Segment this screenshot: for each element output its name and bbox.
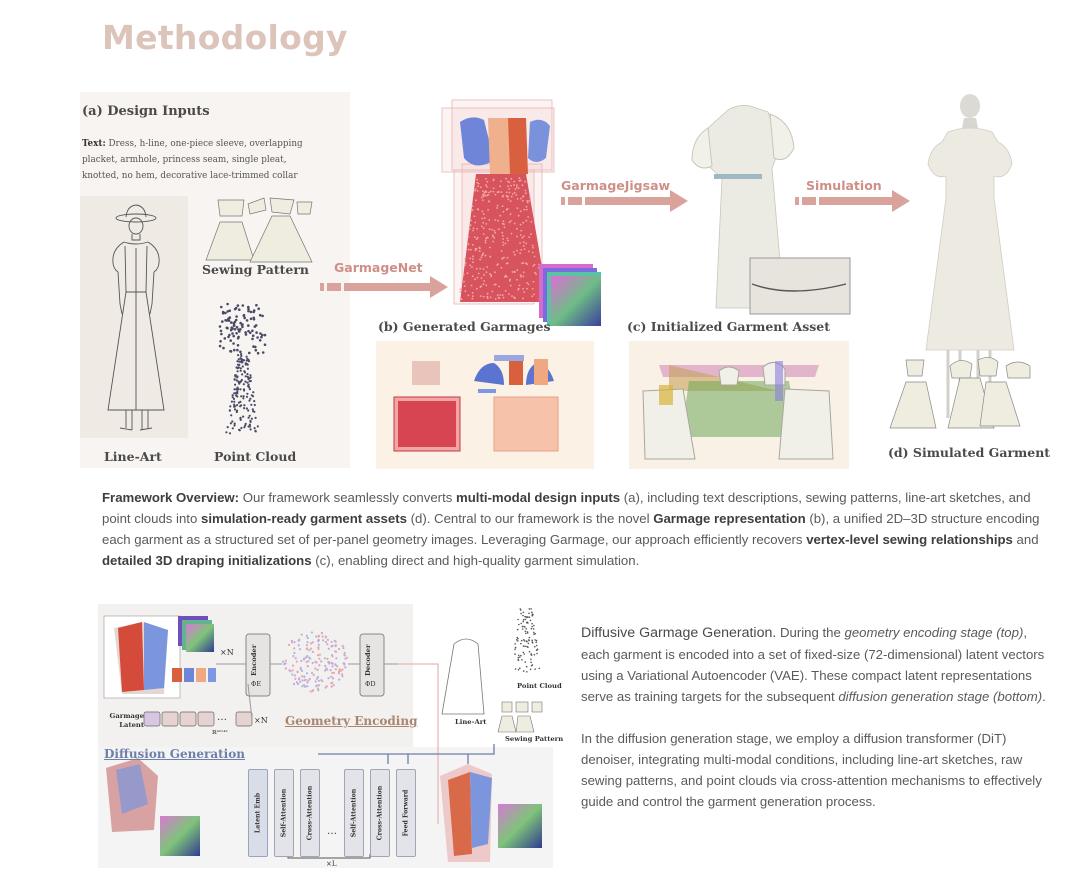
lineart-label: Line-Art xyxy=(104,449,162,464)
cross-attention-label-1: Cross-Attention xyxy=(306,785,314,841)
times-n-latent-label: ×N xyxy=(254,716,268,725)
design-inputs-title: (a) Design Inputs xyxy=(82,104,210,119)
overview-text-5: and xyxy=(1012,532,1039,547)
decoder-label: Decoder xyxy=(364,644,372,676)
overview-text-6: (c), enabling direct and high-quality garment simulation. xyxy=(311,553,640,568)
side-italic-2: diffusion generation stage (bottom) xyxy=(838,689,1043,704)
sewing-pattern-label: Sewing Pattern xyxy=(202,262,310,277)
initialized-asset-label: (c) Initialized Garment Asset xyxy=(627,319,830,334)
diffusion-pipeline-figure xyxy=(98,604,564,868)
cross-attention-label-2: Cross-Attention xyxy=(376,785,384,841)
phi-d-label: ΦD xyxy=(365,680,376,688)
generated-garmages-label: (b) Generated Garmages xyxy=(378,319,551,334)
overview-text-3: (d). Central to our framework is the novel xyxy=(406,511,654,526)
latent-ellipsis: … xyxy=(217,712,227,723)
cross-attention-block-1 xyxy=(300,769,320,857)
garmagenet-label: GarmageNet xyxy=(334,260,423,275)
point-cloud-condition-label: Point Cloud xyxy=(517,682,562,690)
side-text-1: During the xyxy=(776,625,845,640)
phi-e-label: ΦE xyxy=(251,680,262,688)
overview-bold-2: simulation-ready garment assets xyxy=(200,511,407,526)
framework-overview-figure xyxy=(80,88,1050,473)
point-cloud-label: Point Cloud xyxy=(214,449,297,464)
encoder-label: Encoder xyxy=(250,644,258,676)
cross-attention-block-2 xyxy=(370,769,390,857)
latent-emb-label: Latent Emb xyxy=(254,792,262,834)
overview-bold-4: vertex-level sewing relationships xyxy=(806,532,1013,547)
overview-text-2: (a), including text descriptions, sewing patterns, line-art sketches, and point clouds into xyxy=(102,490,1031,526)
overview-text-4: (b), a unified 2D–3D structure encoding each garment as a structured set of per-panel geometry images. Leveraging Garmage, our approach efficiently recovers xyxy=(102,511,1040,547)
blocks-ellipsis: … xyxy=(327,826,337,837)
feed-forward-block xyxy=(396,769,416,857)
latent-emb-block xyxy=(248,769,268,857)
diffusion-generation-label: Diffusion Generation xyxy=(104,747,245,761)
simulation-label: Simulation xyxy=(806,178,882,193)
side-title: Diffusive Garmage Generation. xyxy=(581,625,777,641)
overview-text-1: Our framework seamlessly converts xyxy=(239,490,456,505)
overview-lead: Framework Overview: xyxy=(102,490,240,505)
side-paragraph-1 xyxy=(581,622,1047,707)
text-prompt-body: Dress, h-line, one-piece sleeve, overlapping placket, armhole, princess seam, single pleat, knotted, no hem, decorative lace-trimmed collar xyxy=(82,139,303,181)
text-prompt-label: Text: xyxy=(82,139,106,149)
simulated-garment-image xyxy=(80,88,1050,473)
self-attention-block-2 xyxy=(344,769,364,857)
geometry-encoding-label: Geometry Encoding xyxy=(285,714,418,728)
latent-dimension-note: ℝ⁴²ˣ⁴² xyxy=(212,730,228,736)
overview-bold-3: Garmage representation xyxy=(653,511,806,526)
side-paragraph-2: In the diffusion generation stage, we employ a diffusion transformer (DiT) denoiser, integrating multi-modal conditions, including line-art sketches, raw sewing patterns, and point clouds via cross-attention mechanisms to effectively guide and control the garment generation process. xyxy=(581,731,1042,809)
self-attention-label-1: Self-Attention xyxy=(280,788,288,838)
garmagejigsaw-label: GarmageJigsaw xyxy=(561,178,671,193)
side-text-3: . xyxy=(1042,689,1046,704)
section-heading: Methodology xyxy=(102,18,348,57)
feed-forward-label: Feed Forward xyxy=(402,789,410,837)
overview-bold-5: detailed 3D draping initializations xyxy=(102,553,312,568)
framework-overview-text xyxy=(102,487,1042,571)
pipeline-diagram xyxy=(98,604,553,868)
side-italic-1: geometry encoding stage (top) xyxy=(844,625,1024,640)
times-n-label: ×N xyxy=(220,648,234,657)
times-l-label: ×L xyxy=(326,860,337,868)
sewing-pattern-condition-label: Sewing Pattern xyxy=(505,735,564,743)
overview-bold-1: multi-modal design inputs xyxy=(456,490,621,505)
self-attention-block-1 xyxy=(274,769,294,857)
simulated-garment-label: (d) Simulated Garment xyxy=(888,445,1051,460)
garmage-latent-label: Garmage Latent xyxy=(109,712,144,729)
diffusive-generation-text xyxy=(581,622,1047,812)
lineart-condition-label: Line-Art xyxy=(455,718,487,726)
side-text-2: , each garment is encoded into a set of fixed-size (72-dimensional) latent vectors using a Variational Autoencoder (VAE). These compact latent representations serve as training targets for the subsequent xyxy=(581,625,1045,704)
self-attention-label-2: Self-Attention xyxy=(350,788,358,838)
